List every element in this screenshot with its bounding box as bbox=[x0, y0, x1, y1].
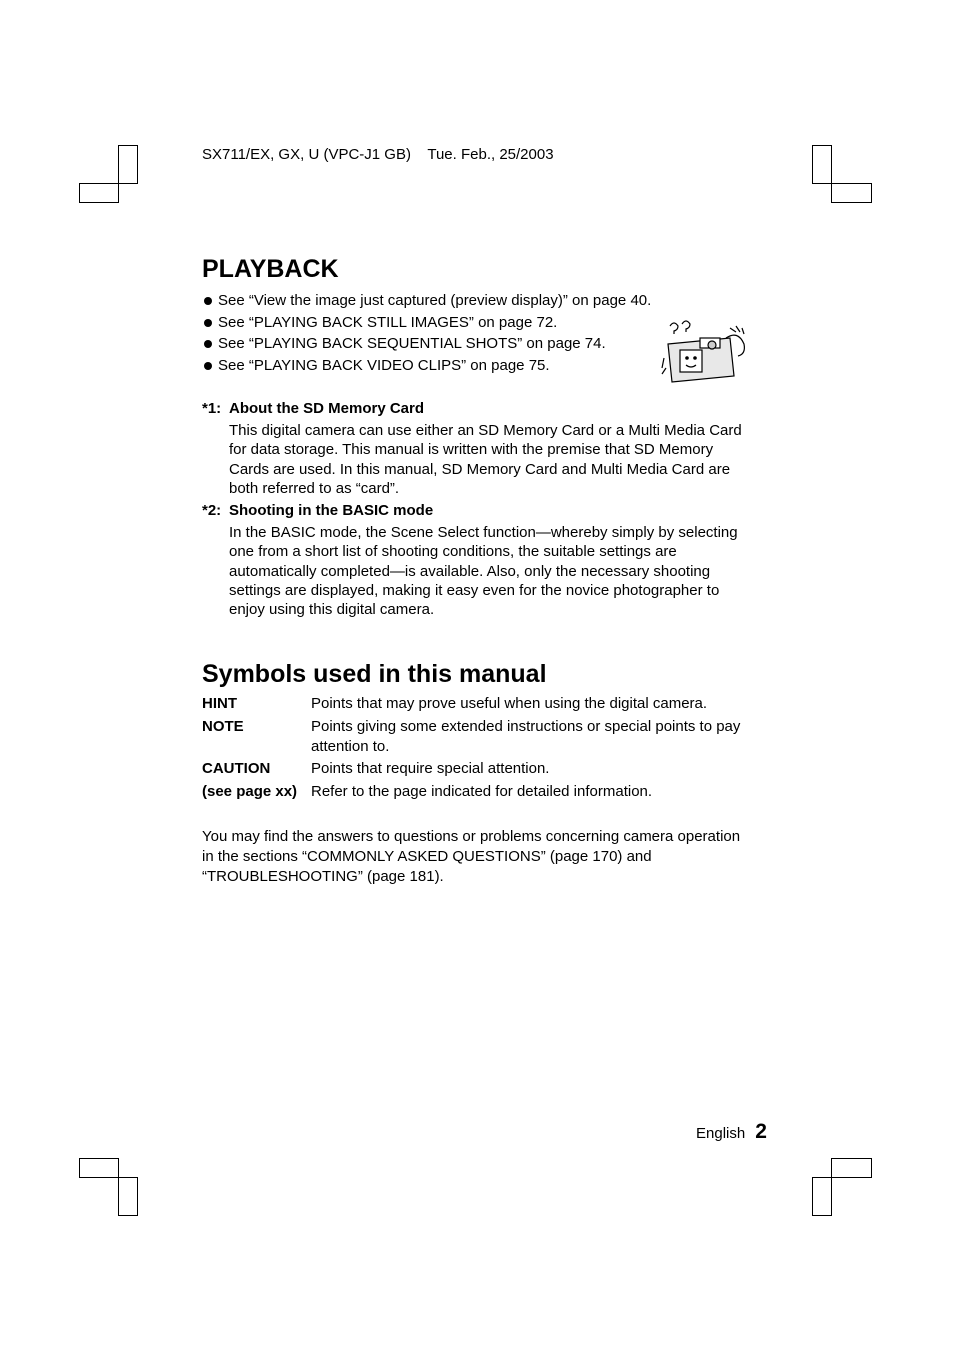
closing-paragraph: You may find the answers to questions or problems concerning camera operation in the sections “COMMONLY ASKED QUESTIONS” (page 170) and “TROUBLESHOOTING” (page 181). bbox=[202, 828, 741, 885]
symbols-title: Symbols used in this manual bbox=[202, 660, 547, 688]
crop-mark-bottom-right-vertical bbox=[812, 1177, 832, 1216]
symbol-term: NOTE bbox=[202, 717, 244, 735]
footer-language: English bbox=[696, 1125, 746, 1142]
page-footer bbox=[696, 1120, 767, 1144]
note-body: In the BASIC mode, the Scene Select function—whereby simply by selecting one from a short list of shooting conditions, the suitable settings are automatically completed—is available. Also, only the necessary shooting settings are displayed, making it easy even for the novice photographer to enjoy using this digital camera. bbox=[229, 524, 738, 619]
symbol-description: Points that may prove useful when using the digital camera. bbox=[311, 695, 708, 712]
note-basic-mode bbox=[202, 501, 747, 619]
note-heading bbox=[202, 399, 747, 418]
symbols-table bbox=[202, 694, 747, 804]
header-model: SX711/EX, GX, U (VPC-J1 GB) bbox=[202, 146, 411, 163]
list-item: See “View the image just captured (preview display)” on page 40. bbox=[202, 291, 651, 313]
list-item: See “PLAYING BACK VIDEO CLIPS” on page 75. bbox=[202, 356, 651, 378]
symbol-term: HINT bbox=[202, 695, 237, 712]
header-date: Tue. Feb., 25/2003 bbox=[427, 146, 554, 163]
symbol-row-note bbox=[202, 717, 747, 757]
crop-mark-bottom-left-vertical bbox=[118, 1177, 138, 1216]
document-header bbox=[202, 146, 554, 163]
list-item: See “PLAYING BACK STILL IMAGES” on page 72. bbox=[202, 313, 651, 335]
playback-title: PLAYBACK bbox=[202, 255, 339, 283]
symbol-row-see-page bbox=[202, 782, 747, 802]
note-sd-memory-card bbox=[202, 399, 747, 498]
note-heading-text: Shooting in the BASIC mode bbox=[229, 502, 434, 519]
note-heading bbox=[202, 501, 747, 520]
playback-reference-list bbox=[202, 291, 651, 377]
symbol-term: CAUTION bbox=[202, 760, 271, 777]
note-body: This digital camera can use either an SD Memory Card or a Multi Media Card for data storage. This manual is written with the premise that SD Memory Cards are used. In this manual, SD Memory Card and Multi Media Card are both referred to as “card”. bbox=[229, 422, 742, 497]
note-heading-text: About the SD Memory Card bbox=[229, 400, 425, 417]
camera-character-illustration bbox=[660, 318, 750, 386]
note-number: *1: bbox=[202, 400, 222, 417]
crop-mark-top-right-vertical bbox=[812, 145, 832, 184]
symbol-description: Refer to the page indicated for detailed information. bbox=[311, 782, 653, 800]
symbol-description: Points that require special attention. bbox=[311, 760, 550, 777]
crop-mark-bottom-right-horizontal bbox=[831, 1158, 872, 1178]
page-number: 2 bbox=[755, 1120, 767, 1143]
crop-mark-top-left-vertical bbox=[118, 145, 138, 184]
note-number: *2: bbox=[202, 502, 222, 519]
symbol-term: (see page xx) bbox=[202, 782, 298, 800]
crop-mark-top-right-horizontal bbox=[831, 183, 872, 203]
crop-mark-bottom-left-horizontal bbox=[79, 1158, 119, 1178]
list-item: See “PLAYING BACK SEQUENTIAL SHOTS” on page 74. bbox=[202, 334, 651, 356]
symbol-row-caution bbox=[202, 759, 747, 779]
crop-mark-top-left-horizontal bbox=[79, 183, 119, 203]
symbol-description: Points giving some extended instructions or special points to pay attention to. bbox=[311, 717, 741, 755]
symbol-row-hint bbox=[202, 694, 747, 714]
